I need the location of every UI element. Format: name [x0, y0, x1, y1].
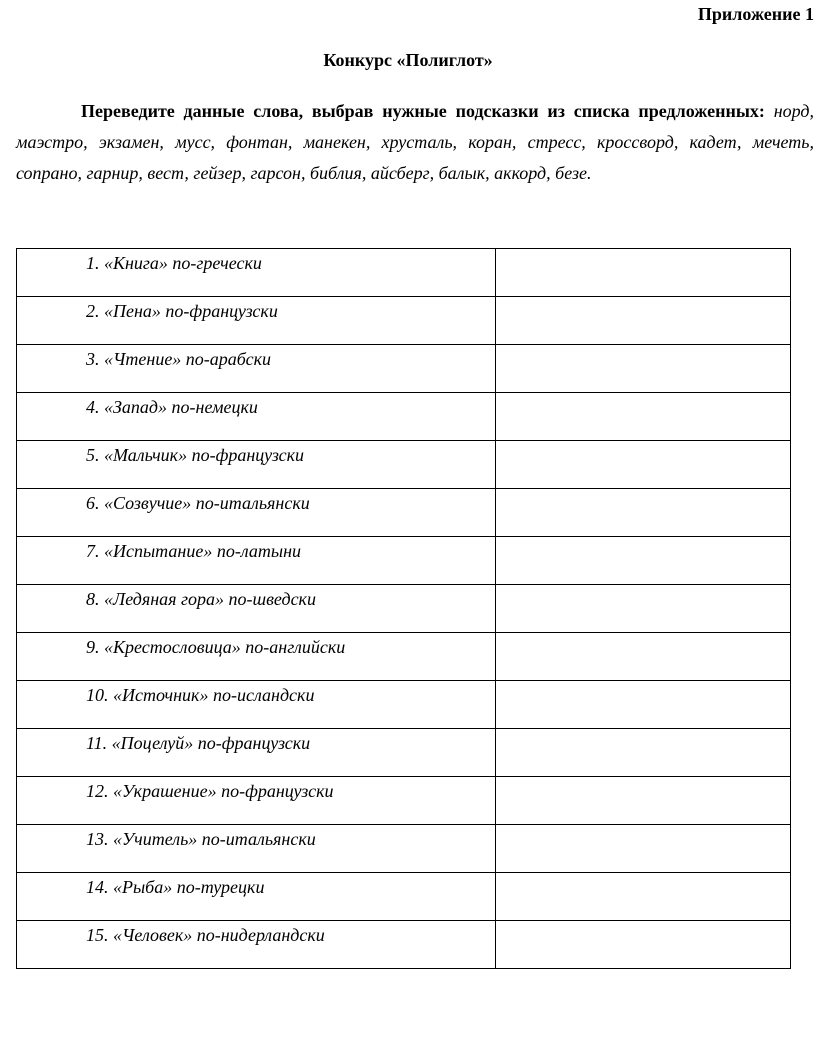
hint-words: норд, маэстро, экзамен, мусс, фонтан, манекен, хрусталь, коран, стресс, кроссворд, кадет, мечеть, сопрано, гарнир, вест, гейзер, гарсон, библия, айсберг, балык, аккорд, безе. [16, 101, 814, 183]
table-row [17, 585, 791, 633]
answer-cell[interactable] [496, 441, 791, 489]
question-cell: 15. «Человек» по-нидерландски [17, 921, 496, 969]
answer-cell[interactable] [496, 729, 791, 777]
question-cell: 1. «Книга» по-гречески [17, 249, 496, 297]
table-row [17, 825, 791, 873]
answer-cell[interactable] [496, 537, 791, 585]
question-cell: 12. «Украшение» по-французски [17, 777, 496, 825]
appendix-label: Приложение 1 [697, 4, 814, 24]
answer-cell[interactable] [496, 921, 791, 969]
question-cell: 5. «Мальчик» по-французски [17, 441, 496, 489]
question-cell: 2. «Пена» по-французски [17, 297, 496, 345]
question-cell: 3. «Чтение» по-арабски [17, 345, 496, 393]
answer-cell[interactable] [496, 393, 791, 441]
answer-cell[interactable] [496, 825, 791, 873]
answer-cell[interactable] [496, 633, 791, 681]
answer-cell[interactable] [496, 873, 791, 921]
question-cell: 13. «Учитель» по-итальянски [17, 825, 496, 873]
table-row [17, 537, 791, 585]
answer-cell[interactable] [496, 681, 791, 729]
table-row [17, 729, 791, 777]
question-cell: 9. «Крестословица» по-английски [17, 633, 496, 681]
table-row [17, 489, 791, 537]
question-cell: 8. «Ледяная гора» по-шведски [17, 585, 496, 633]
question-cell: 7. «Испытание» по-латыни [17, 537, 496, 585]
table-row [17, 345, 791, 393]
table-row [17, 921, 791, 969]
table-row [17, 249, 791, 297]
answer-cell[interactable] [496, 585, 791, 633]
quiz-table-body [17, 249, 791, 969]
answer-cell[interactable] [496, 345, 791, 393]
question-cell: 6. «Созвучие» по-итальянски [17, 489, 496, 537]
question-cell: 10. «Источник» по-исландски [17, 681, 496, 729]
quiz-table [16, 248, 791, 969]
table-row [17, 777, 791, 825]
question-cell: 4. «Запад» по-немецки [17, 393, 496, 441]
table-row [17, 393, 791, 441]
answer-cell[interactable] [496, 777, 791, 825]
table-row [17, 681, 791, 729]
task-paragraph [16, 96, 814, 189]
task-instruction: Переведите данные слова, выбрав нужные подсказки из списка предложенных: [81, 101, 765, 121]
question-cell: 11. «Поцелуй» по-французски [17, 729, 496, 777]
answer-cell[interactable] [496, 297, 791, 345]
table-row [17, 441, 791, 489]
page-title: Конкурс «Полиглот» [323, 50, 493, 70]
table-row [17, 873, 791, 921]
answer-cell[interactable] [496, 489, 791, 537]
table-row [17, 633, 791, 681]
table-row [17, 297, 791, 345]
answer-cell[interactable] [496, 249, 791, 297]
question-cell: 14. «Рыба» по-турецки [17, 873, 496, 921]
